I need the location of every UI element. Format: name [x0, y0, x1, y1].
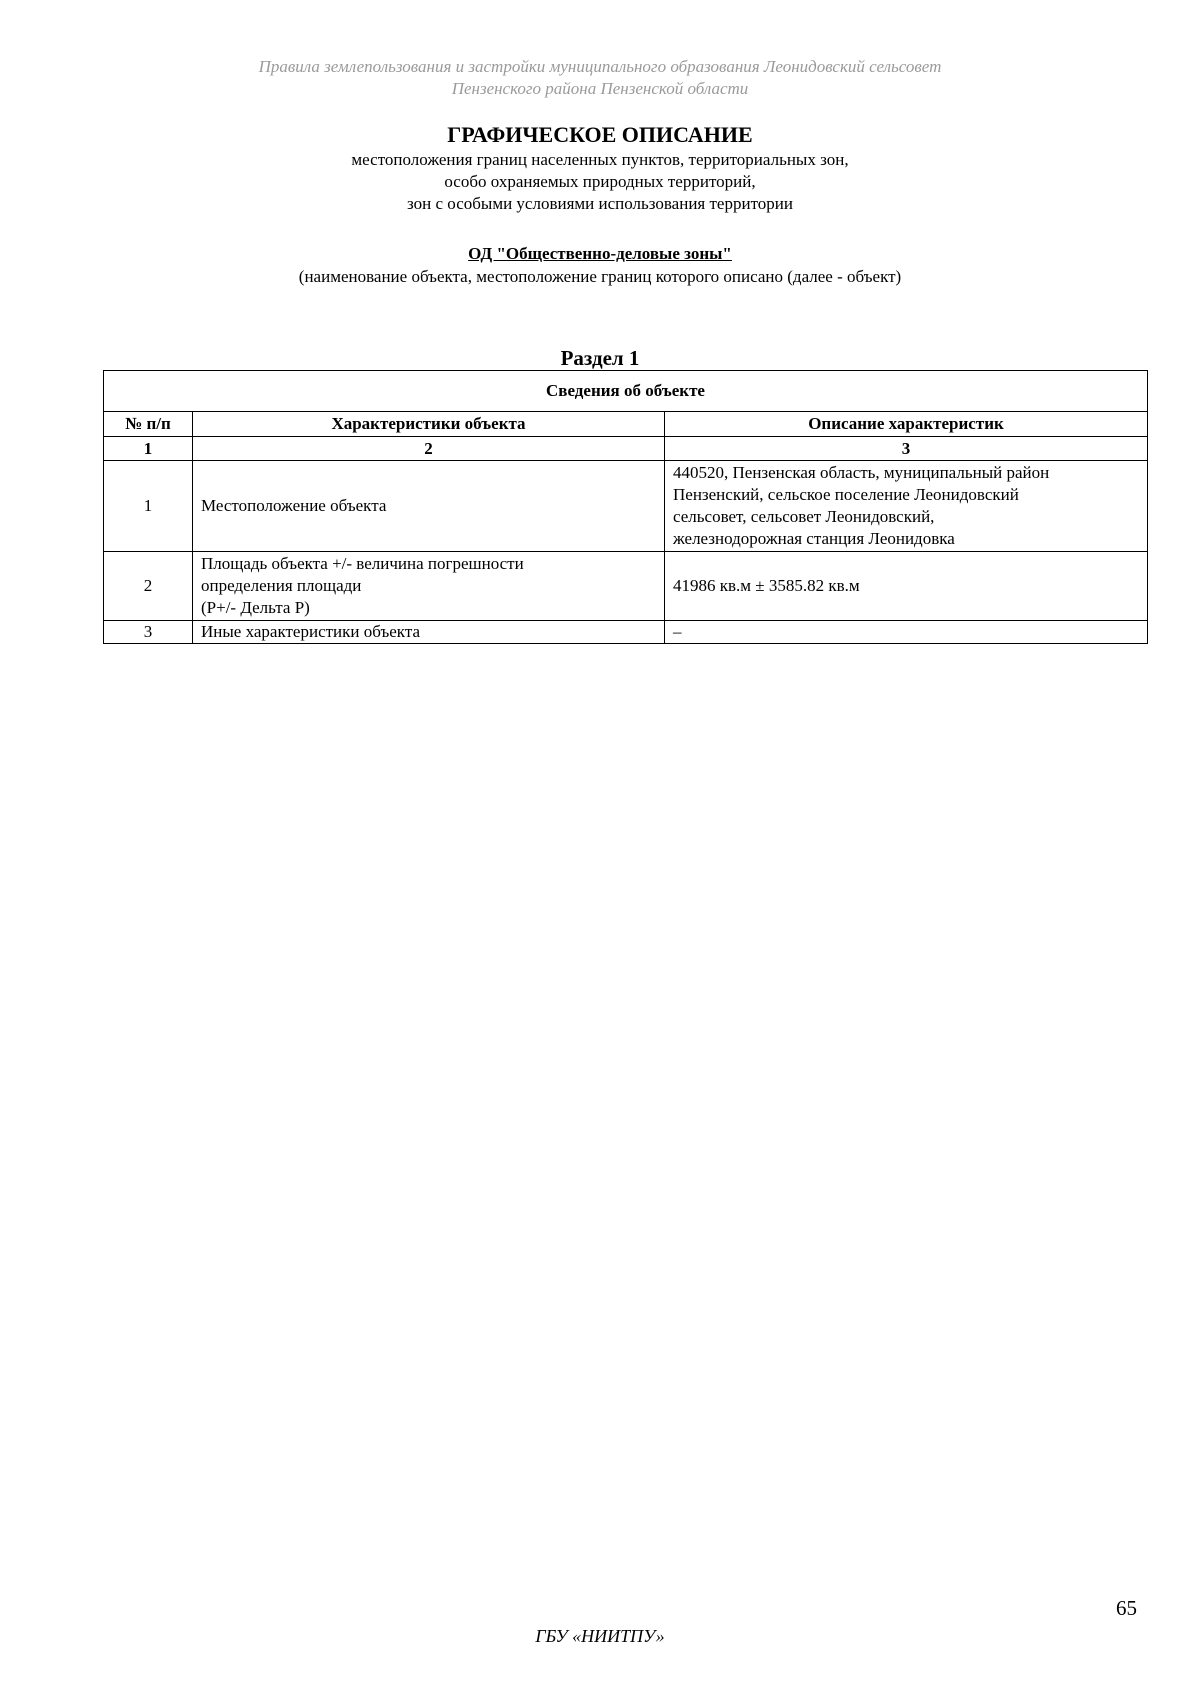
- description-line: железнодорожная станция Леонидовка: [673, 529, 955, 548]
- description-line: –: [673, 622, 682, 641]
- document-subtitle: [0, 149, 1200, 215]
- table-row: [104, 461, 1148, 552]
- page-number: 65: [1116, 1596, 1137, 1620]
- row-number: 2: [104, 552, 193, 621]
- table-caption-row: [104, 371, 1148, 412]
- characteristic-line: Иные характеристики объекта: [201, 622, 421, 641]
- header-number: № п/п: [104, 412, 193, 437]
- row-number: 3: [104, 621, 193, 644]
- object-name-text: ОД "Общественно-деловые зоны": [468, 244, 732, 263]
- table-row: [104, 552, 1148, 621]
- row-characteristic: [193, 461, 665, 552]
- subtitle-line-2: особо охраняемых природных территорий,: [444, 172, 756, 191]
- description-line: сельсовет, сельсовет Леонидовский,: [673, 507, 935, 526]
- page-header-line-2: Пензенского района Пензенской области: [451, 79, 749, 98]
- footer-organization: ГБУ «НИИТПУ»: [535, 1626, 665, 1646]
- document-title: ГРАФИЧЕСКОЕ ОПИСАНИЕ: [447, 122, 753, 147]
- characteristic-line: (P+/- Дельта P): [201, 598, 310, 617]
- table-row: [104, 621, 1148, 644]
- characteristic-line: определения площади: [201, 576, 362, 595]
- row-characteristic: [193, 552, 665, 621]
- subtitle-line-3: зон с особыми условиями использования территории: [407, 194, 793, 213]
- description-line: 440520, Пензенская область, муниципальный район: [673, 463, 1050, 482]
- header-description: Описание характеристик: [665, 412, 1148, 437]
- section-title: Раздел 1: [560, 346, 640, 370]
- row-description: [665, 552, 1148, 621]
- header-characteristic: Характеристики объекта: [193, 412, 665, 437]
- object-caption: (наименование объекта, местоположение границ которого описано (далее - объект): [298, 267, 902, 286]
- column-number-3: 3: [665, 437, 1148, 461]
- column-number-1: 1: [104, 437, 193, 461]
- page-header-line-1: Правила землепользования и застройки муниципального образования Леонидовский сельсовет: [258, 57, 942, 76]
- row-description: [665, 461, 1148, 552]
- object-info-table: [103, 370, 1148, 644]
- description-line: Пензенский, сельское поселение Леонидовский: [673, 485, 1019, 504]
- row-number: 1: [104, 461, 193, 552]
- column-number-2: 2: [193, 437, 665, 461]
- subtitle-line-1: местоположения границ населенных пунктов, территориальных зон,: [351, 150, 849, 169]
- characteristic-line: Площадь объекта +/- величина погрешности: [201, 554, 524, 573]
- table-caption: Сведения об объекте: [104, 371, 1148, 412]
- description-line: 41986 кв.м ± 3585.82 кв.м: [673, 576, 860, 595]
- row-characteristic: [193, 621, 665, 644]
- characteristic-line: Местоположение объекта: [201, 496, 387, 515]
- table-header-row: [104, 412, 1148, 437]
- column-number-row: [104, 437, 1148, 461]
- object-name: [0, 243, 1200, 265]
- page-header: [0, 56, 1200, 100]
- row-description: [665, 621, 1148, 644]
